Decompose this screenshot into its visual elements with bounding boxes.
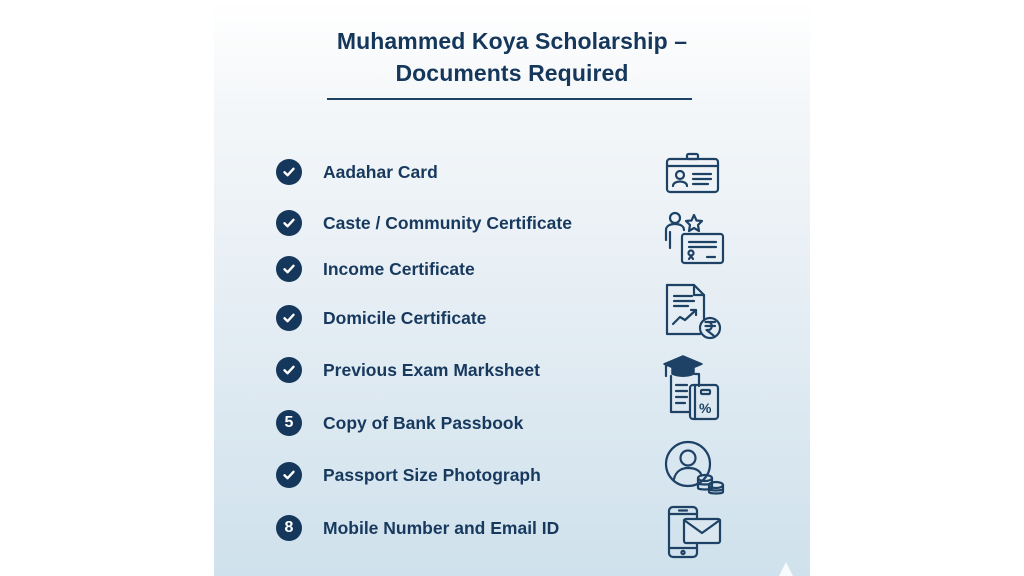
page-title (214, 25, 810, 89)
document-label: Passport Size Photograph (323, 464, 541, 485)
document-label: Caste / Community Certificate (323, 212, 572, 233)
document-label: Aadahar Card (323, 161, 438, 182)
title-line-1: Muhammed Koya Scholarship – (336, 28, 688, 54)
document-item-passport-photo (276, 461, 541, 489)
document-label: Mobile Number and Email ID (323, 517, 560, 538)
check-circle-icon (276, 210, 302, 236)
decorative-triangle (779, 562, 793, 576)
graduation-marksheet-icon (662, 352, 728, 422)
profile-photo-coins-icon (663, 440, 727, 498)
svg-text:%: % (699, 400, 712, 416)
number-circle-icon (276, 515, 302, 541)
document-item-mobile-email (276, 514, 559, 542)
mobile-email-icon (666, 504, 724, 560)
item-number: 8 (284, 519, 294, 536)
document-item-exam-marksheet (276, 356, 540, 384)
document-label: Domicile Certificate (323, 307, 487, 328)
document-item-aadhaar (276, 158, 438, 186)
check-circle-icon (276, 256, 302, 282)
check-circle-icon (276, 159, 302, 185)
document-item-bank-passbook (276, 409, 523, 437)
item-number: 5 (284, 414, 294, 431)
income-document-rupee-icon (664, 282, 724, 342)
document-item-domicile-certificate (276, 304, 486, 332)
title-line-2: Documents Required (395, 60, 629, 86)
document-label: Previous Exam Marksheet (323, 359, 540, 380)
check-circle-icon (276, 462, 302, 488)
document-label: Income Certificate (323, 258, 475, 279)
check-circle-icon (276, 357, 302, 383)
check-circle-icon (276, 305, 302, 331)
document-item-income-certificate (276, 255, 475, 283)
document-item-caste-certificate (276, 209, 572, 237)
id-card-icon (664, 150, 722, 196)
infographic-panel (214, 0, 810, 576)
number-circle-icon (276, 410, 302, 436)
title-underline (327, 98, 692, 100)
person-certificate-icon (662, 210, 726, 266)
document-label: Copy of Bank Passbook (323, 412, 524, 433)
